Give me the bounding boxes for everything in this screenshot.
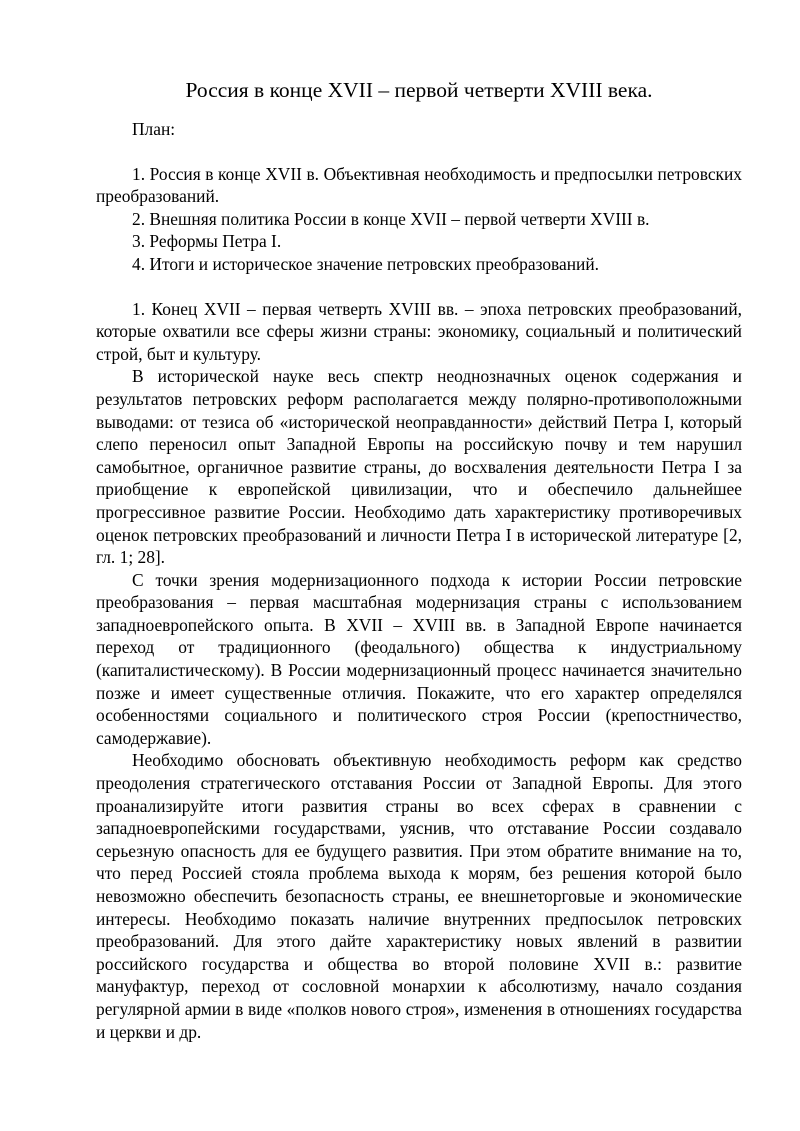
plan-label: План: — [132, 119, 176, 139]
body-paragraph: Необходимо обосновать объективную необходимость реформ как средство преодоления стратегического отставания России от Западной Европы. Для этого проанализируйте итоги развития страны во всех сферах в сравнении с западноевропейскими государствами, уяснив, что отставание России создавало серьезную опасность для ее будущего развития. При этом обратите внимание на то, что перед Россией стояла проблема выхода к морям, без решения которой было невозможно обеспечить безопасность страны, ее внешнеторговые и экономические интересы. Необходимо показать наличие внутренних предпосылок петровских преобразований. Для этого дайте характеристику новых явлений в развитии российского государства и общества во второй половине XVII в.: развитие мануфактур, переход от сословной монархии к абсолютизму, начало создания регулярной армии в виде «полков нового строя», изменения в отношениях государства и церкви и др. — [96, 750, 742, 1042]
document-title: Россия в конце XVII – первой четверти XVIII века. — [185, 78, 653, 102]
document-page — [96, 76, 742, 1043]
body-paragraph: С точки зрения модернизационного подхода к истории России петровские преобразования – первая масштабная модернизация страны с использованием западноевропейского опыта. В XVII – XVIII вв. в Западной Европе начинается переход от традиционного (феодального) общества к индустриальному (капиталистическому). В России модернизационный процесс начинается значительно позже и имеет существенные отличия. Покажите, что его характер определялся особенностями социального и политического строя России (крепостничество, самодержавие). — [96, 569, 742, 748]
plan-item: 4. Итоги и историческое значение петровских преобразований. — [132, 253, 600, 274]
body-paragraph: 1. Конец XVII – первая четверть XVIII вв. – эпоха петровских преобразований, которые охватили все сферы жизни страны: экономику, социальный и политический строй, быт и культуру. — [96, 298, 742, 364]
plan-item: 1. Россия в конце XVII в. Объективная необходимость и предпосылки петровских преобразований. — [96, 163, 742, 207]
plan-item: 3. Реформы Петра I. — [132, 231, 282, 252]
plan-list — [96, 163, 742, 276]
body-paragraph: В исторической науке весь спектр неоднозначных оценок содержания и результатов петровских реформ располагается между полярно-противоположными выводами: от тезиса об «исторической неоправданности» действий Петра I, который слепо переносил опыт Западной Европы на российскую почву и тем нарушил самобытное, органичное развитие страны, до восхваления деятельности Петра I за приобщение к европейской цивилизации, что и обеспечило дальнейшее прогрессивное развитие России. Необходимо дать характеристику противоречивых оценок петровских преобразований и личности Петра I в исторической литературе [2, гл. 1; 28]. — [96, 366, 742, 568]
plan-item: 2. Внешняя политика России в конце XVII – первой четверти XVIII в. — [132, 208, 650, 229]
